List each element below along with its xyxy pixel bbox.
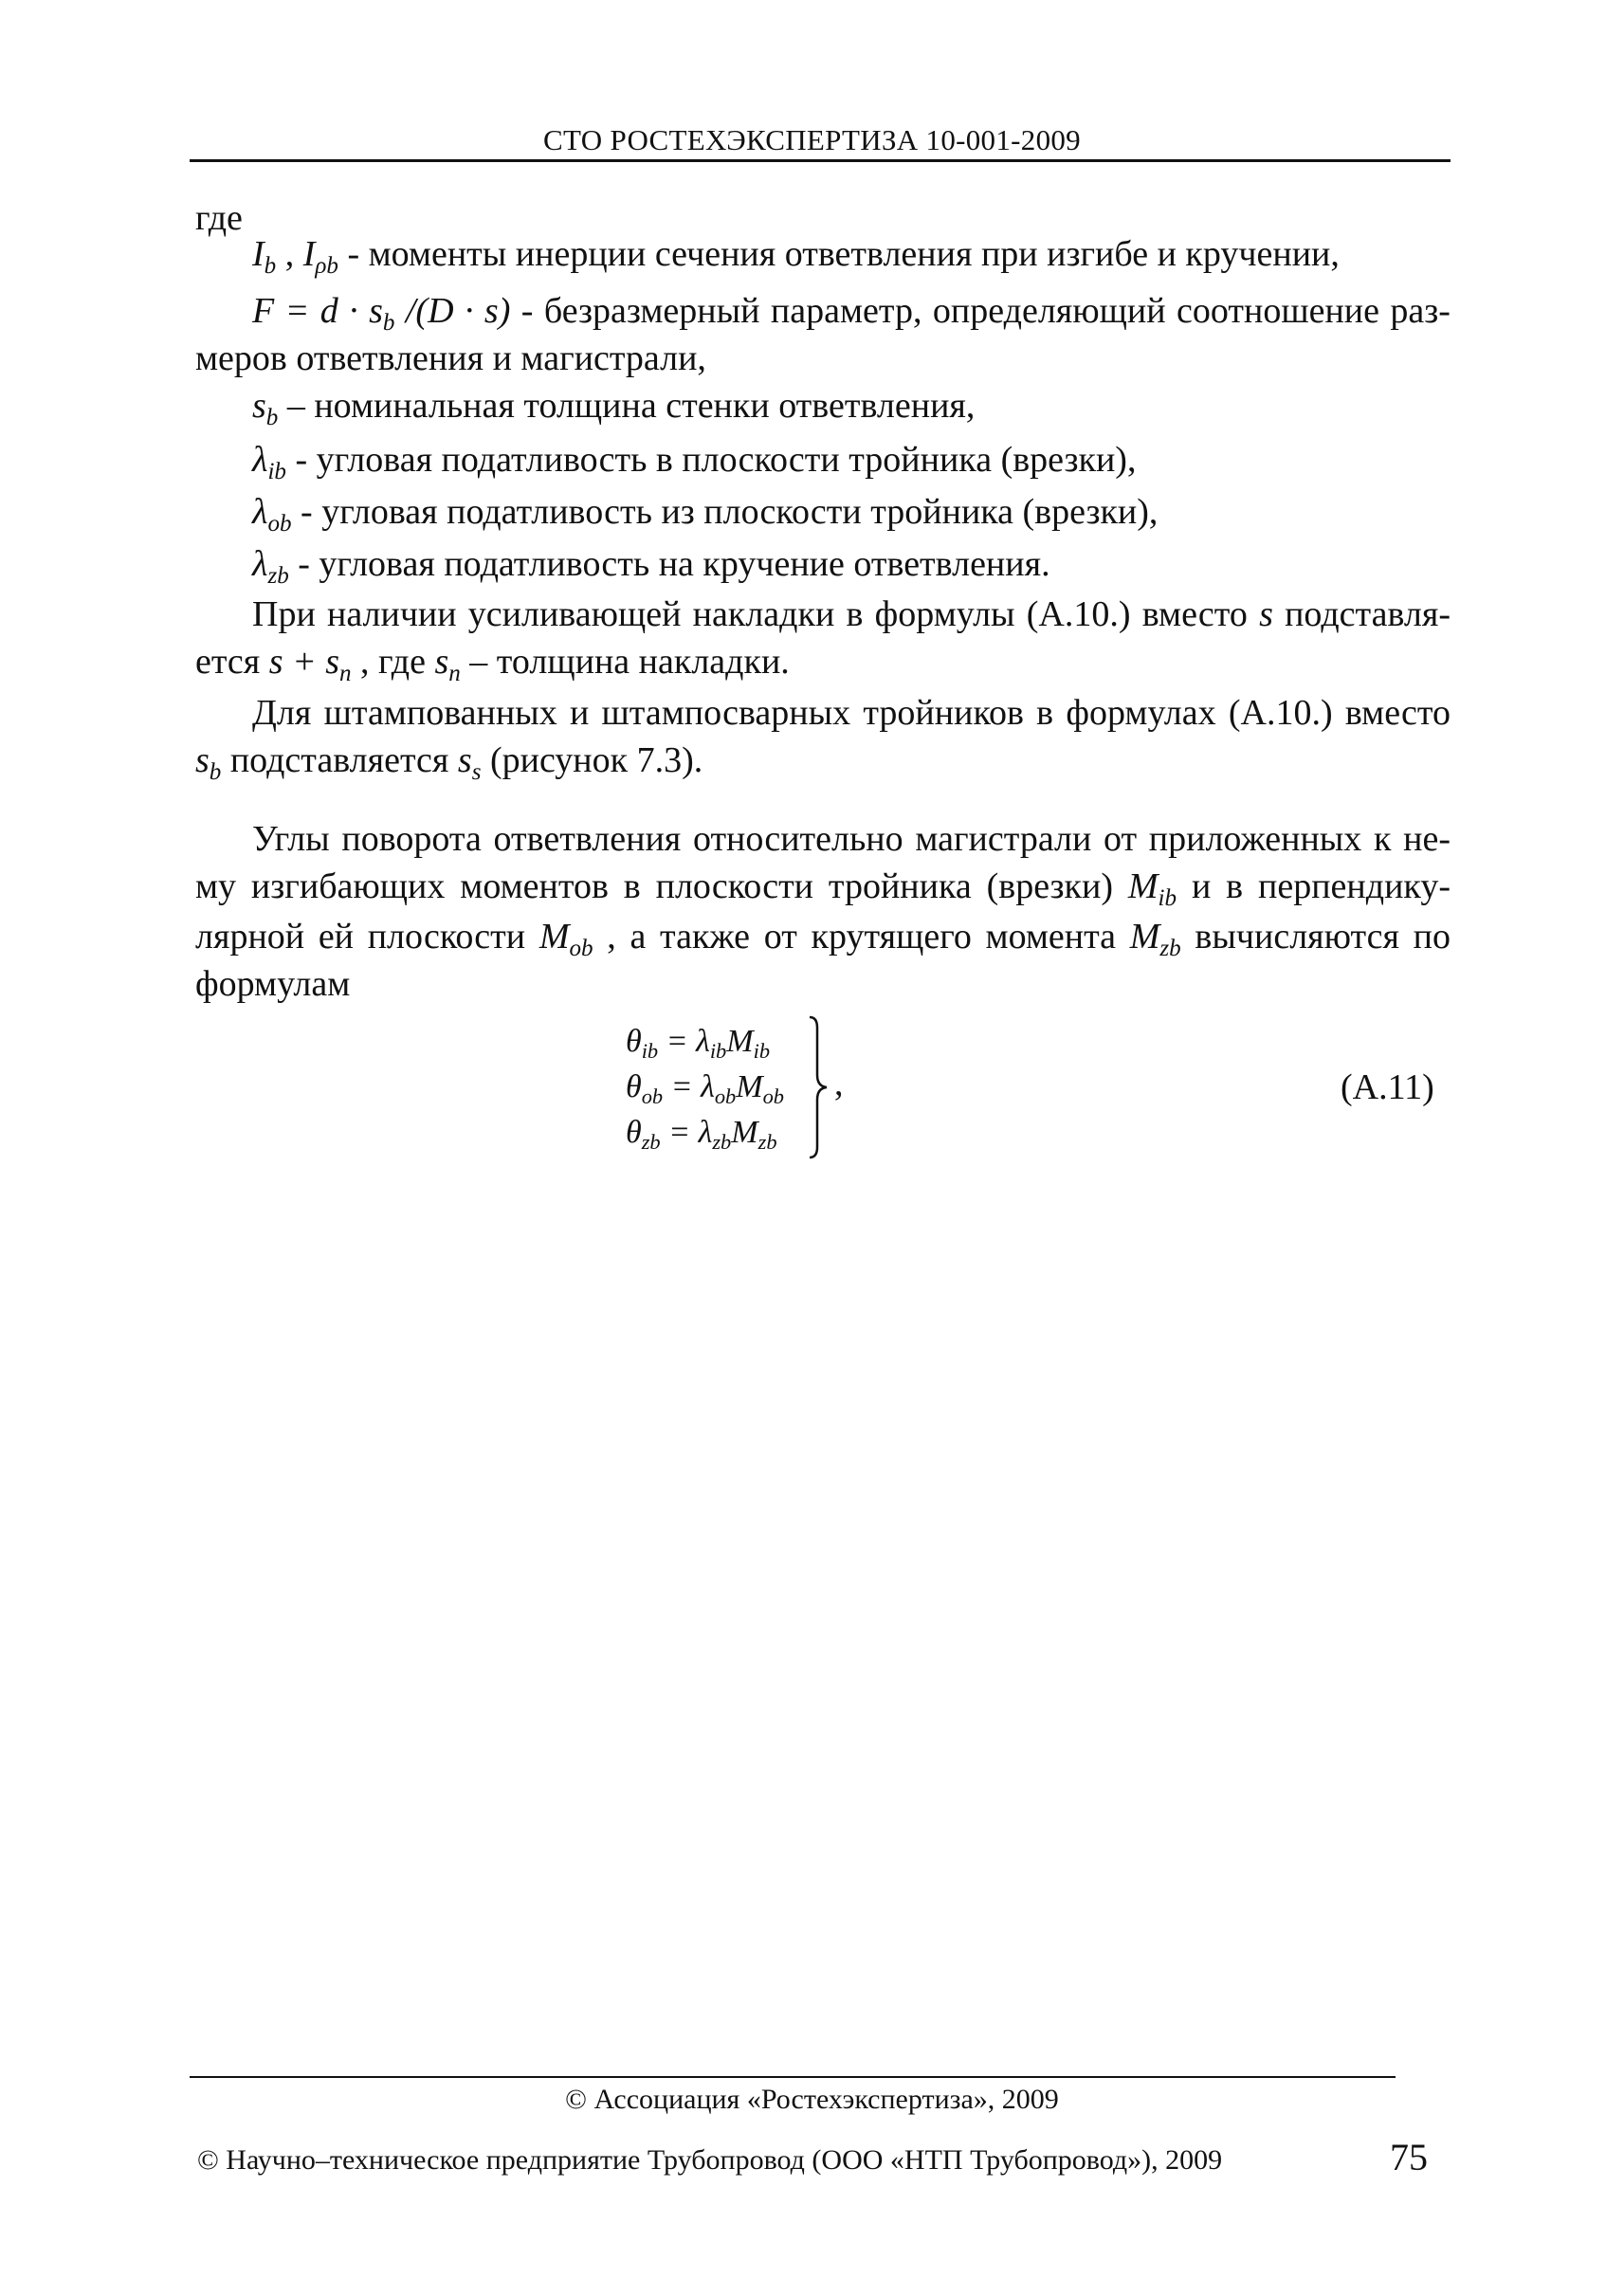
paragraph-stamped-tees-l2: $s_b$ подставляется $s_s$ (рисунок 7.3). (195, 740, 703, 786)
definition-inertia: $I_b$ , $I_{\rho b}$ - моменты инерции сечения ответвления при изгибе и кручении, (252, 234, 1340, 280)
paragraph-rotation-l2: му изгибающих моментов в плоскости тройника (врезки) $M_{ib}$ и в перпендику- (195, 866, 1451, 912)
definition-lambda-zb: $\lambda_{zb}$ - угловая податливость на кручение ответвления. (252, 544, 1050, 590)
paragraph-rotation-l3: лярной ей плоскости $M_{ob}$ , а также от крутящего момента $M_{zb}$ вычисляются по (195, 917, 1451, 962)
footer-association: © Ассоциация «Ростехэкспертиза», 2009 (565, 2084, 1059, 2115)
header-rule (190, 159, 1451, 162)
document-header: СТО РОСТЕХЭКСПЕРТИЗА 10-001-2009 (543, 123, 1081, 156)
where-label: где (195, 198, 243, 238)
paragraph-rotation-l4: формулам (195, 964, 351, 1004)
paragraph-stamped-tees-l1: Для штампованных и штампосварных тройников в формулах (А.10.) вместо (252, 693, 1451, 733)
formula-theta-zb: $\theta_{zb} = \lambda_{zb}M_{zb}$ (626, 1115, 777, 1155)
paragraph-reinforcement-l2: ется $s + s_n$ , где $s_n$ – толщина накладки. (195, 642, 790, 687)
definition-parameter-f: $F = d \cdot s_b$ /(D · s) - безразмерный параметр, определяющий соотношение раз- (252, 291, 1451, 337)
definition-wall-thickness: $s_b$ – номинальная толщина стенки ответвления, (252, 386, 976, 431)
formula-comma: , (834, 1064, 844, 1103)
definition-lambda-ib: $\lambda_{ib}$ - угловая податливость в плоскости тройника (врезки), (252, 440, 1137, 485)
paragraph-reinforcement-l1: При наличии усиливающей накладки в формулы (А.10.) вместо s подставля- (252, 594, 1451, 634)
definition-parameter-f-cont: меров ответвления и магистрали, (195, 338, 706, 378)
right-brace-icon (808, 1014, 830, 1160)
definition-lambda-ob: $\lambda_{ob}$ - угловая податливость из плоскости тройника (врезки), (252, 492, 1159, 538)
formula-theta-ib: $\theta_{ib} = \lambda_{ib}M_{ib}$ (626, 1024, 771, 1064)
page-number: 75 (1390, 2136, 1428, 2178)
footer-rule (190, 2076, 1396, 2078)
paragraph-rotation-l1: Углы поворота ответвления относительно магистрали от приложенных к не- (252, 819, 1451, 859)
formula-system (626, 1019, 815, 1156)
footer-company: © Научно–техническое предприятие Трубопровод (ООО «НТП Трубопровод»), 2009 (197, 2144, 1223, 2176)
formula-theta-ob: $\theta_{ob} = \lambda_{ob}M_{ob}$ (626, 1069, 785, 1109)
equation-number: (А.11) (1341, 1067, 1434, 1107)
